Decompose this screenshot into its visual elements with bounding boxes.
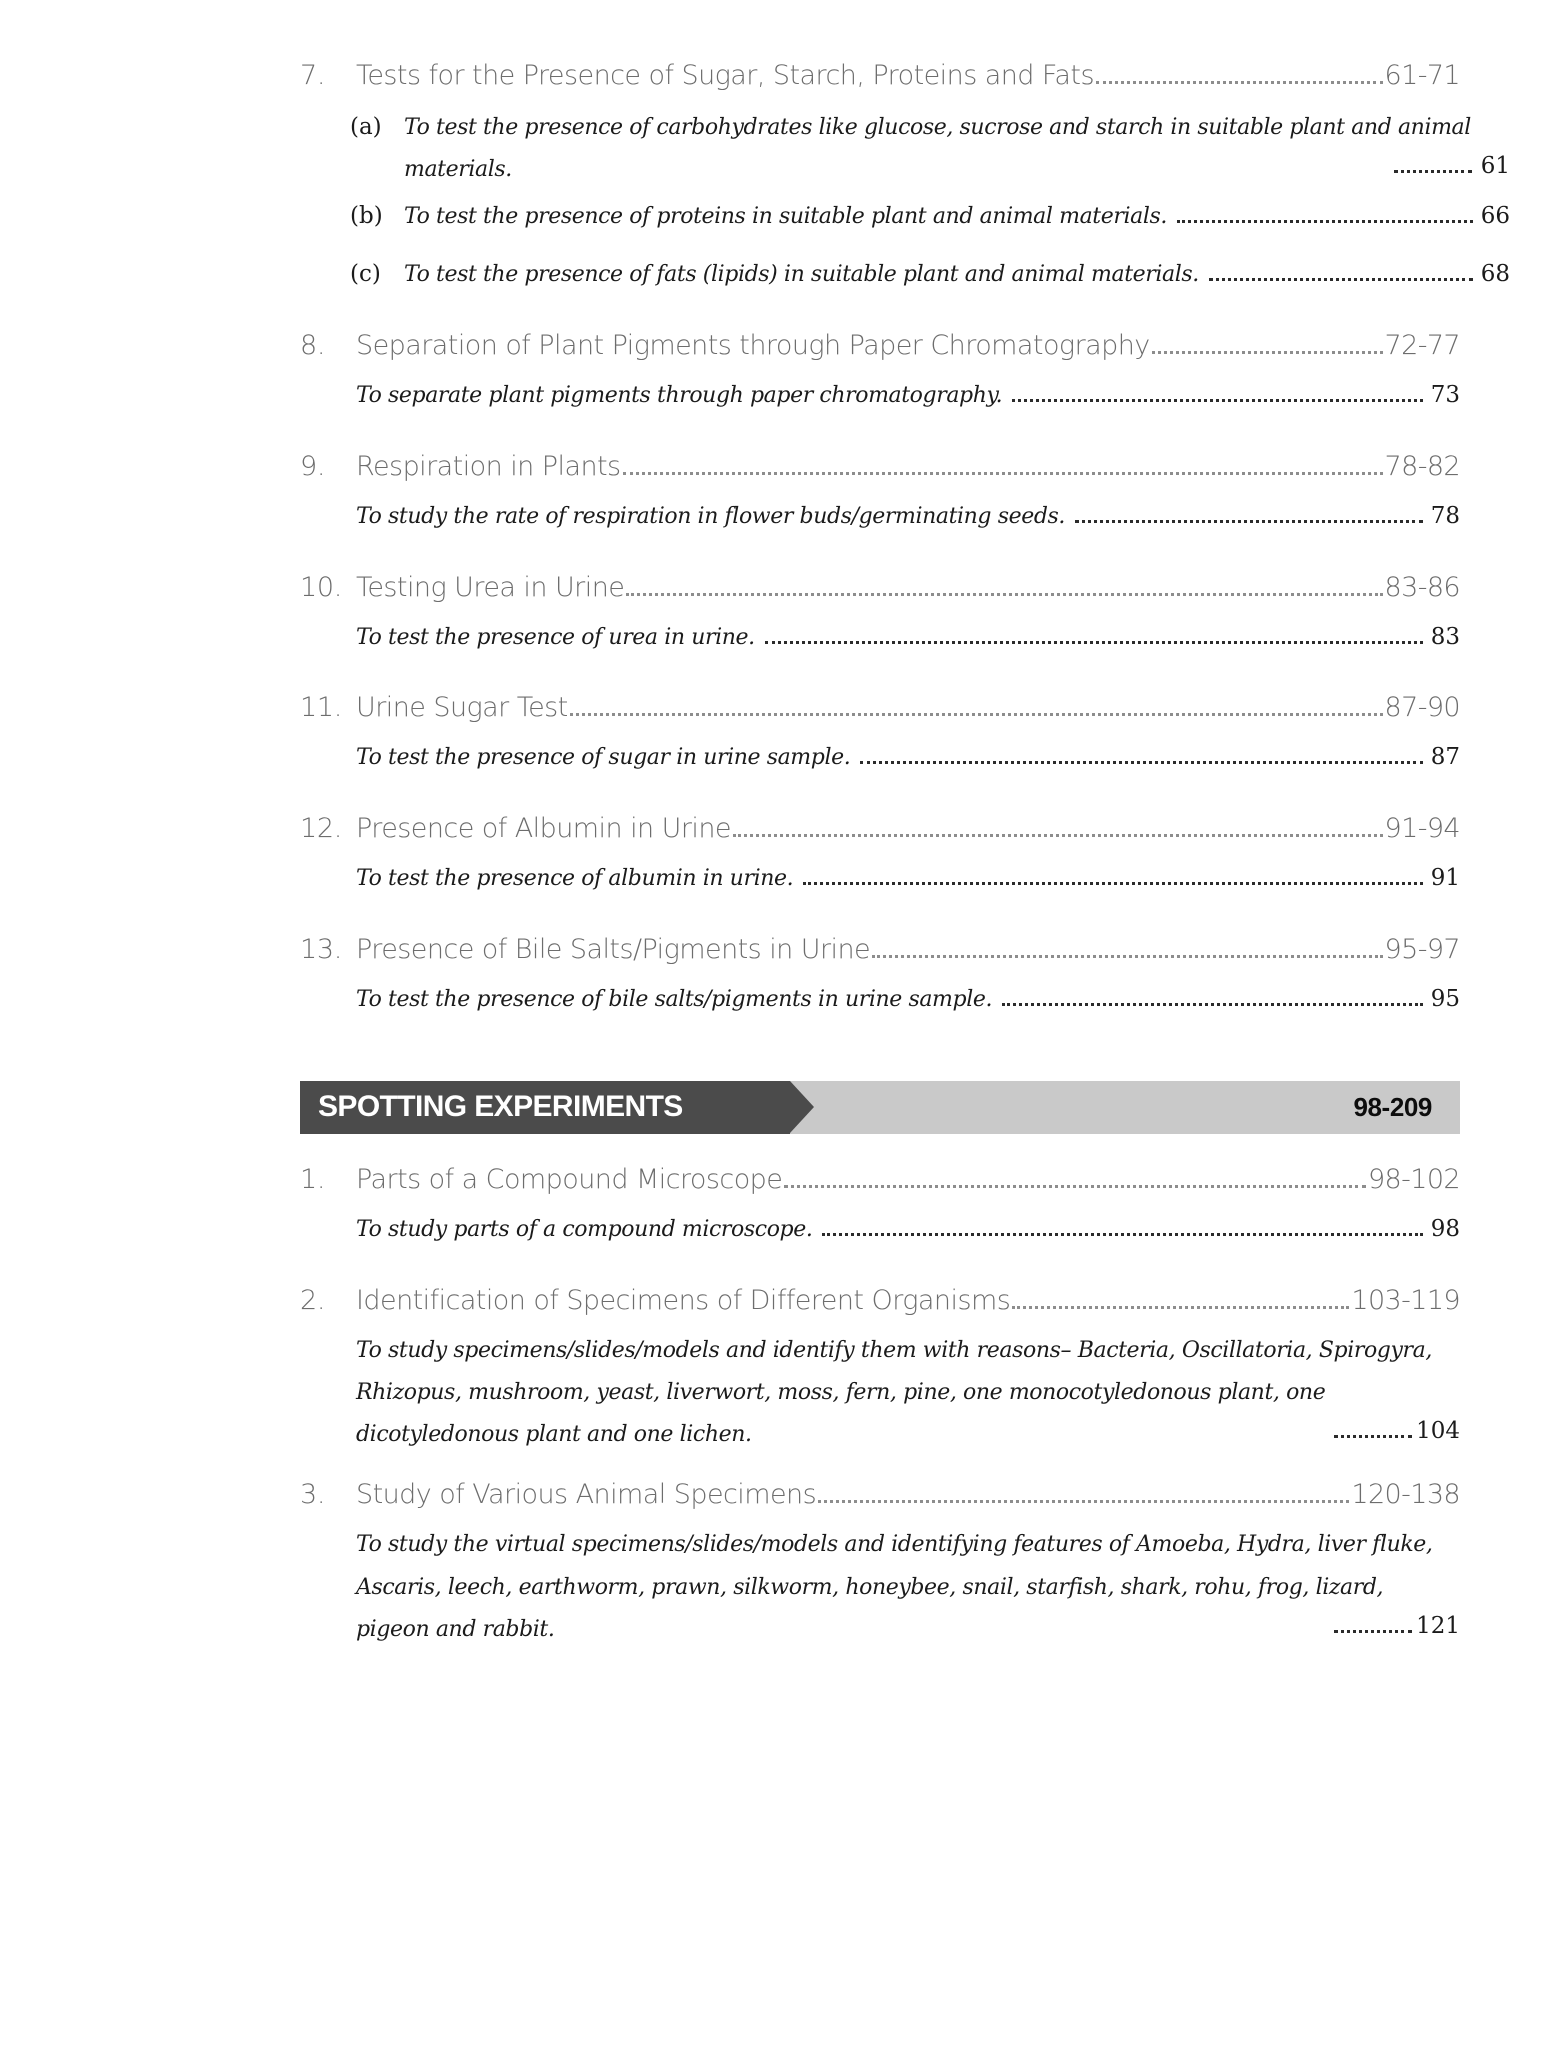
subitem-page: 66 [1480,203,1510,230]
toc-entry-8-description [300,375,1460,417]
toc-entry-title: Urine Sugar Test [356,692,568,724]
toc-entry-10-description [300,617,1460,659]
dot-leader [1334,1629,1412,1633]
toc-entry-number: 9. [300,450,326,482]
toc-entry-number: 1. [300,1163,326,1195]
subitem-marker: (a) [350,114,382,140]
dot-leader [1096,80,1383,84]
toc-entry-title: Respiration in Plants [356,450,621,482]
toc-entry-pages: 83-86 [1384,571,1460,603]
spotting-entry-1-description [300,1209,1460,1251]
toc-entry-title: Parts of a Compound Microscope [356,1163,783,1195]
banner-title: SPOTTING EXPERIMENTS [318,1090,683,1124]
description-body [356,858,1460,900]
subitem-body [404,254,1510,296]
description-text: To separate plant pigments through paper chromatography. [356,383,1003,409]
toc-subitem-c[interactable] [300,254,1510,296]
toc-entry-title: Study of Various Animal Specimens [356,1479,817,1511]
toc-entry-13[interactable] [300,934,1460,965]
dot-leader [1152,350,1383,354]
description-text: To test the presence of bile salts/pigments in urine sample. [356,987,993,1013]
dot-leader [623,471,1383,475]
toc-entry-number: 13. [300,934,343,966]
description-body [356,496,1460,538]
description-body [356,1524,1460,1640]
toc-entry-pages: 72-77 [1384,330,1460,362]
subitem-page: 68 [1480,261,1510,288]
toc-entry-9[interactable] [300,451,1460,482]
description-body [356,617,1460,659]
toc-entry-pages: 78-82 [1384,450,1460,482]
toc-entry-title: Presence of Bile Salts/Pigments in Urine [356,934,871,966]
dot-leader [1394,169,1472,173]
dot-leader [733,833,1383,837]
subitem-text: To test the presence of fats (lipids) in suitable plant and animal materials. [404,262,1199,288]
description-body [356,375,1460,417]
toc-entry-10[interactable] [300,572,1460,603]
dot-leader [803,881,1423,885]
spotting-entry-2-description [300,1330,1460,1446]
description-page: 87 [1430,744,1460,771]
description-page: 78 [1430,502,1460,529]
description-text: To study the virtual specimens/slides/models and identifying features of Amoeba, Hydra, liver fluke, Ascaris, leech, earthworm, prawn, silkworm, honeybee, snail, starfish, shark, rohu, frog, lizard, pigeon and rabbit. [356,1532,1433,1642]
subitem-body [404,107,1510,183]
toc-entry-number: 11. [300,692,343,724]
description-text: To test the presence of sugar in urine sample. [356,745,851,771]
spotting-entry-2[interactable] [300,1285,1460,1316]
dot-leader [1075,519,1423,523]
description-page: 104 [1416,1418,1460,1445]
section-banner-spotting-experiments [300,1081,1460,1134]
toc-entry-11-description [300,737,1460,779]
toc-entry-7[interactable] [300,60,1460,91]
description-page: 83 [1430,623,1460,650]
toc-entry-13-description [300,979,1460,1021]
toc-entry-8[interactable] [300,330,1460,361]
toc-entry-number: 8. [300,330,326,362]
dot-leader [626,592,1382,596]
toc-entry-title: Separation of Plant Pigments through Paper Chromatography [356,330,1150,362]
subitem-marker: (b) [350,203,383,230]
toc-entry-12[interactable] [300,813,1460,844]
description-page: 91 [1430,865,1460,892]
banner-dark-background [300,1081,790,1134]
toc-entry-pages: 95-97 [1384,934,1460,966]
subitem-text: To test the presence of carbohydrates like glucose, sucrose and starch in suitable plant and animal materials. [404,115,1471,183]
dot-leader [872,954,1382,958]
banner-chevron-icon [790,1081,814,1133]
description-page: 73 [1430,382,1460,409]
description-body [356,1209,1460,1251]
toc-entry-pages: 87-90 [1384,692,1460,724]
banner-page-range: 98-209 [1353,1091,1432,1122]
description-page: 98 [1430,1215,1460,1242]
dot-leader [1012,398,1423,402]
toc-entry-number: 12. [300,813,343,845]
description-text: To study the rate of respiration in flower buds/germinating seeds. [356,503,1065,529]
dot-leader [1334,1434,1412,1438]
dot-leader [784,1184,1366,1188]
dot-leader [860,760,1423,764]
subitem-page: 61 [1480,153,1510,180]
description-text: To test the presence of urea in urine. [356,624,755,650]
toc-entry-pages: 120-138 [1351,1479,1460,1511]
dot-leader [1177,219,1473,223]
dot-leader [1012,1305,1349,1309]
toc-entry-number: 2. [300,1284,326,1316]
toc-entry-title: Tests for the Presence of Sugar, Starch, Proteins and Fats [356,60,1094,91]
subitem-body [404,196,1510,238]
toc-subitem-a[interactable] [300,107,1510,183]
description-text: To test the presence of albumin in urine. [356,866,794,892]
toc-entry-number: 3. [300,1479,326,1511]
toc-entry-pages: 98-102 [1367,1163,1460,1195]
toc-entry-title: Identification of Specimens of Different Organisms [356,1284,1011,1316]
spotting-entries [300,1164,1460,1640]
description-body [356,737,1460,779]
description-body [356,979,1460,1021]
dot-leader [570,712,1383,716]
description-text: To study specimens/slides/models and identify them with reasons– Bacteria, Oscillatoria, Spirogyra, Rhizopus, mushroom, yeast, liverwort, moss, fern, pine, one monocotyledonous plant, one dicotyledonous plant and one lichen. [356,1337,1432,1448]
toc-entry-pages: 103-119 [1351,1284,1460,1316]
description-body [356,1330,1460,1446]
toc-entry-number: 7. [300,60,326,91]
subitem-marker: (c) [350,261,381,288]
description-page: 121 [1416,1613,1460,1640]
description-text: To study parts of a compound microscope. [356,1216,813,1242]
dot-leader [822,1232,1423,1236]
spotting-entry-3[interactable] [300,1479,1460,1510]
spotting-entry-3-description [300,1524,1460,1640]
dot-leader [818,1499,1349,1503]
toc-entry-pages: 91-94 [1384,813,1460,845]
table-of-contents [300,60,1510,1642]
toc-entry-pages: 61-71 [1384,60,1460,91]
toc-subitem-b[interactable] [300,196,1510,238]
dot-leader [765,640,1423,644]
subitem-text: To test the presence of proteins in suitable plant and animal materials. [404,204,1167,230]
toc-entry-11[interactable] [300,692,1460,723]
dot-leader [1002,1002,1423,1006]
dot-leader [1209,277,1473,281]
toc-entry-9-description [300,496,1460,538]
subitem-tail [404,153,1510,180]
toc-entry-title: Testing Urea in Urine [356,571,625,603]
toc-entry-12-description [300,858,1460,900]
toc-entry-title: Presence of Albumin in Urine [356,813,731,845]
spotting-entry-1[interactable] [300,1164,1460,1195]
toc-entry-number: 10. [300,571,343,603]
description-page: 95 [1430,986,1460,1013]
